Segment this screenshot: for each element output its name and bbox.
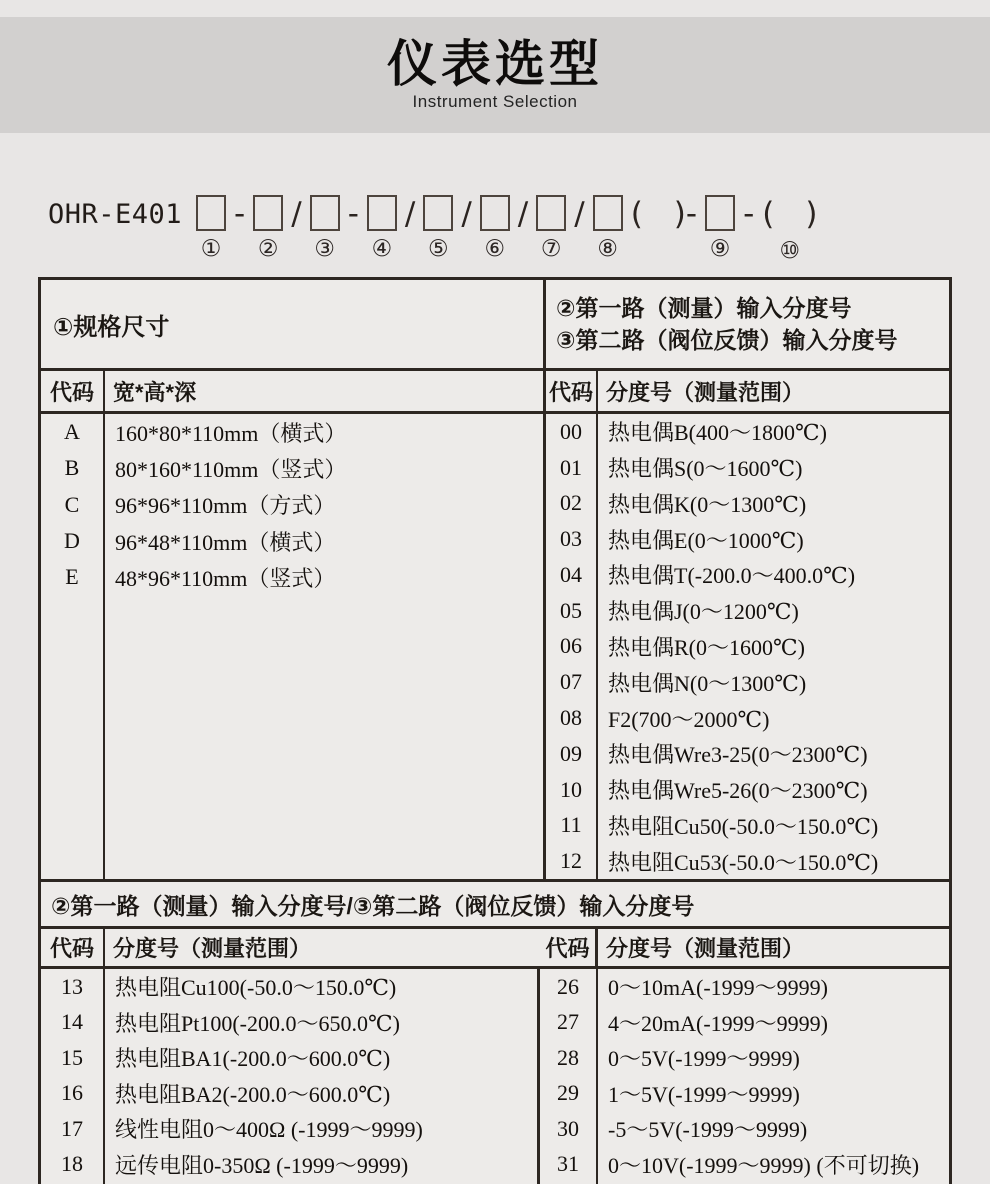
range-desc-cell: 热电阻Cu53(-50.0～150.0℃) — [608, 849, 879, 875]
blank-code-box — [480, 195, 510, 231]
col-header-range: 分度号（测量范围） — [606, 936, 805, 961]
range-desc-cell: F2(700～2000℃) — [608, 706, 770, 732]
range-desc-cell: 热电偶R(0～1600℃) — [608, 634, 805, 660]
table2-data — [41, 969, 949, 1184]
range-code-cell: 27 — [557, 1009, 579, 1035]
range-desc-cell: 0～10mA(-1999～9999) — [608, 975, 828, 1001]
range-code-cell: 28 — [557, 1044, 579, 1070]
table1-size-desc-column — [105, 414, 546, 879]
separator-glyph: / — [517, 196, 529, 232]
range-code-cell: 10 — [560, 776, 582, 802]
col-header-code: 代码 — [546, 371, 598, 411]
range-code-cell: 14 — [61, 1009, 83, 1035]
range-desc-cell: 远传电阻0-350Ω (-1999～9999) — [115, 1152, 409, 1178]
separator-glyph: - — [347, 196, 359, 232]
blank-code-box — [196, 195, 226, 231]
position-number: ③ — [314, 236, 335, 262]
model-separator-group — [405, 195, 415, 264]
range-code-cell: 05 — [560, 597, 582, 623]
model-code-box-group — [367, 195, 397, 264]
separator-glyph: / — [291, 196, 302, 232]
table2-desc-column-right — [598, 969, 949, 1184]
range-desc-cell: 4～20mA(-1999～9999) — [608, 1010, 828, 1036]
model-code-box-group — [423, 195, 453, 264]
table2-desc-column-left — [105, 969, 540, 1184]
model-separator-group — [234, 195, 245, 264]
size-desc-cell: 96*96*110mm（方式） — [115, 493, 336, 519]
range-code-cell: 12 — [560, 848, 582, 874]
model-code-line — [48, 195, 990, 264]
range-code-cell: 31 — [557, 1151, 579, 1177]
size-code-cell: D — [64, 528, 80, 554]
range-desc-cell: 0～5V(-1999～9999) — [608, 1046, 800, 1072]
col-header-size: 宽*高*深 — [105, 371, 546, 411]
range-desc-cell: 热电偶N(0～1300℃) — [608, 670, 807, 696]
separator-glyph: / — [404, 196, 416, 232]
range-desc-cell: 热电偶J(0～1200℃) — [608, 599, 799, 625]
position-number: ⑧ — [597, 236, 618, 262]
table1-right-header-line2: ③第二路（阀位反馈）输入分度号 — [556, 327, 898, 353]
position-number: ② — [257, 236, 279, 262]
model-separator-group — [631, 195, 697, 264]
table1-right-header — [546, 280, 949, 368]
range-code-cell: 04 — [560, 561, 582, 587]
blank-code-box — [536, 195, 566, 231]
range-desc-cell: 热电阻BA1(-200.0～600.0℃) — [115, 1046, 391, 1072]
model-separator-group — [291, 195, 301, 264]
position-number: ① — [200, 236, 222, 262]
model-code-box-group — [196, 195, 226, 264]
model-separator-group — [762, 195, 817, 264]
range-code-cell: 01 — [560, 454, 582, 480]
range-code-cell: 13 — [61, 973, 83, 999]
range-code-cell: 17 — [61, 1115, 83, 1141]
model-separator-group — [348, 195, 359, 264]
separator-glyph: - — [743, 196, 755, 232]
page-subtitle: Instrument Selection — [412, 92, 578, 111]
size-desc-cell: 80*160*110mm（竖式） — [115, 456, 347, 482]
table1-left-header: ①规格尺寸 — [41, 280, 546, 368]
model-segments — [196, 195, 825, 264]
size-desc-cell: 96*48*110mm（横式） — [115, 529, 336, 555]
size-code-cell: E — [65, 564, 79, 590]
range-desc-cell: 0～10V(-1999～9999) (不可切换) — [608, 1152, 920, 1178]
col-header-range: 分度号（测量范围） — [606, 379, 805, 405]
table2-code-column-right — [540, 969, 598, 1184]
blank-code-box — [423, 195, 453, 231]
blank-code-box — [253, 195, 283, 231]
table1-right-header-line1: ②第一路（测量）输入分度号 — [556, 294, 852, 321]
table1-range-desc-column — [598, 414, 949, 879]
model-code-box-group — [705, 195, 735, 264]
table1-header-row — [41, 280, 949, 371]
range-desc-cell: 热电偶T(-200.0～400.0℃) — [608, 563, 856, 589]
position-number: ⑩ — [779, 238, 801, 264]
range-code-cell: 15 — [61, 1044, 83, 1070]
range-desc-cell: 1～5V(-1999～9999) — [608, 1081, 800, 1107]
table1-range-code-column — [546, 414, 598, 879]
range-desc-cell: 热电偶K(0～1300℃) — [608, 491, 807, 517]
table1-column-headers — [41, 371, 949, 414]
blank-code-box — [705, 195, 735, 231]
size-desc-cell: 160*80*110mm（横式） — [115, 420, 347, 446]
col-header-code: 代码 — [41, 371, 105, 411]
model-prefix: OHR-E401 — [48, 199, 183, 230]
top-strip — [0, 0, 990, 17]
range-desc-cell: -5～5V(-1999～9999) — [608, 1117, 808, 1143]
position-number: ⑦ — [540, 236, 562, 262]
col-header-code: 代码 — [540, 929, 598, 966]
range-code-cell: 16 — [61, 1080, 83, 1106]
separator-glyph: / — [461, 196, 472, 232]
blank-code-box — [310, 195, 340, 231]
model-code-box-group — [310, 195, 340, 264]
position-number: ④ — [371, 236, 393, 262]
range-desc-cell: 热电偶E(0～1000℃) — [608, 527, 804, 553]
range-code-cell: 08 — [560, 705, 582, 730]
separator-glyph: / — [574, 196, 585, 232]
table1-size-code-column — [41, 414, 105, 879]
range-code-cell: 07 — [560, 669, 582, 695]
range-code-cell: 06 — [560, 633, 582, 659]
position-number: ⑥ — [484, 236, 506, 262]
position-number: ⑨ — [709, 236, 731, 262]
table2-code-column-left — [41, 969, 105, 1184]
range-desc-cell: 热电阻Cu50(-50.0～150.0℃) — [608, 813, 879, 839]
col-header-code: 代码 — [41, 929, 105, 966]
range-code-cell: 30 — [557, 1115, 579, 1141]
range-code-cell: 29 — [557, 1080, 579, 1106]
range-desc-cell: 热电偶Wre3-25(0～2300℃) — [608, 742, 868, 768]
table2-column-headers — [41, 929, 949, 969]
separator-glyph: ( )- — [630, 196, 698, 232]
table2-band-header: ②第一路（测量）输入分度号/③第二路（阀位反馈）输入分度号 — [41, 882, 949, 929]
range-desc-cell: 热电偶B(400～1800℃) — [608, 420, 827, 446]
range-desc-cell: 热电阻BA2(-200.0～600.0℃) — [115, 1081, 391, 1107]
model-separator-group — [518, 195, 528, 264]
range-code-cell: 00 — [560, 418, 582, 444]
range-desc-cell: 线性电阻0～400Ω (-1999～9999) — [115, 1117, 423, 1143]
page-title: 仪表选型 — [387, 36, 603, 92]
range-desc-cell: 热电偶S(0～1600℃) — [608, 456, 803, 482]
blank-code-box — [367, 195, 397, 231]
size-code-cell: A — [64, 419, 80, 445]
model-separator-group — [574, 195, 584, 264]
range-code-cell: 18 — [61, 1151, 83, 1177]
table1-data — [41, 414, 949, 882]
selection-table — [38, 277, 952, 1184]
model-code-box-group — [536, 195, 566, 264]
model-code-box-group — [253, 195, 283, 264]
range-code-cell: 11 — [560, 812, 582, 838]
range-desc-cell: 热电阻Pt100(-200.0～650.0℃) — [115, 1010, 400, 1036]
range-code-cell: 26 — [557, 973, 579, 999]
range-code-cell: 09 — [560, 740, 582, 766]
model-separator-group — [461, 195, 471, 264]
range-desc-cell: 热电阻Cu100(-50.0～150.0℃) — [115, 975, 397, 1001]
size-desc-cell: 48*96*110mm（竖式） — [115, 565, 336, 591]
model-separator-group — [743, 195, 754, 264]
range-desc-cell: 热电偶Wre5-26(0～2300℃) — [608, 778, 868, 804]
separator-glyph: ( ) — [762, 196, 818, 232]
size-code-cell: B — [64, 455, 80, 481]
col-header-range: 分度号（测量范围） — [113, 936, 312, 961]
separator-glyph: - — [234, 196, 246, 232]
blank-code-box — [593, 195, 623, 231]
model-code-box-group — [480, 195, 510, 264]
range-code-cell: 03 — [560, 526, 582, 552]
model-code-box-group — [593, 195, 623, 264]
size-code-cell: C — [64, 491, 80, 517]
title-band — [0, 17, 990, 133]
position-number: ⑤ — [428, 236, 449, 262]
range-code-cell: 02 — [560, 490, 582, 516]
